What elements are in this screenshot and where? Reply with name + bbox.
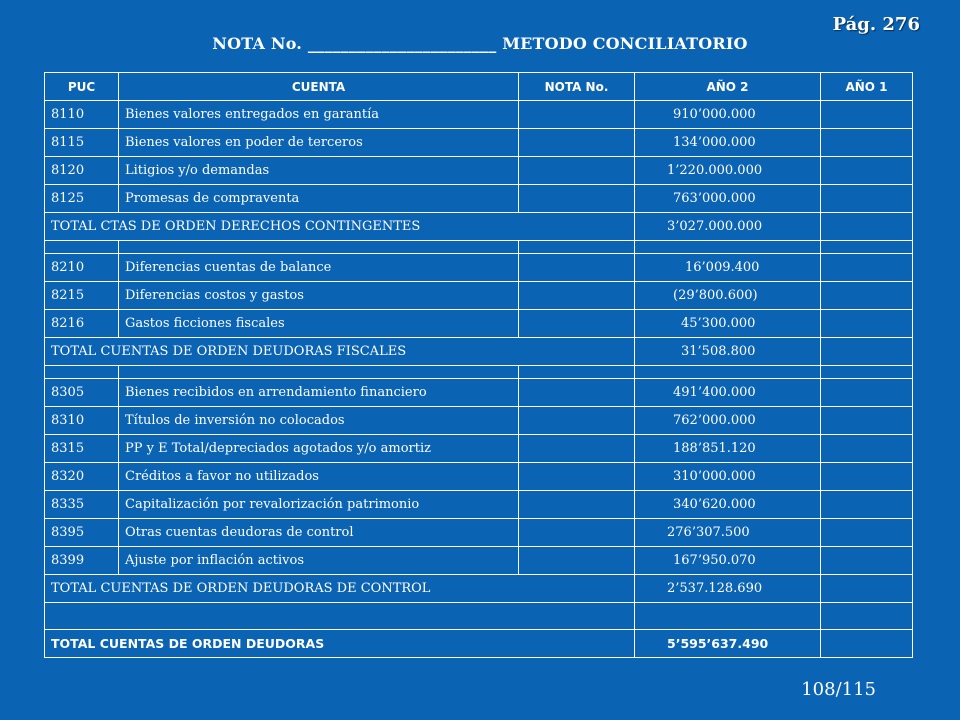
table-row [45, 185, 913, 213]
cuenta-cell: Bienes recibidos en arrendamiento financiero [119, 379, 519, 407]
table-row [45, 157, 913, 185]
ano2-cell: 1’220.000.000 [635, 157, 821, 185]
table-row [45, 129, 913, 157]
page-number-label: Pág. 276 [832, 14, 920, 35]
nota-cell [519, 101, 635, 129]
subtotal-row [45, 575, 913, 603]
cuenta-cell: Gastos ficciones fiscales [119, 310, 519, 338]
puc-cell: 8310 [45, 407, 119, 435]
subtotal-ano2: 31’508.800 [635, 338, 821, 366]
table-row [45, 254, 913, 282]
nota-cell [519, 129, 635, 157]
puc-cell: 8215 [45, 282, 119, 310]
ano2-cell: 762’000.000 [635, 407, 821, 435]
ano2-cell: 340’620.000 [635, 491, 821, 519]
puc-cell: 8110 [45, 101, 119, 129]
ano2-cell: 16’009.400 [635, 254, 821, 282]
subtotal-ano2: 2’537.128.690 [635, 575, 821, 603]
table-row [45, 407, 913, 435]
ano2-cell: 188’851.120 [635, 435, 821, 463]
table-row [45, 379, 913, 407]
ano1-cell [821, 463, 913, 491]
ano2-cell: (29’800.600) [635, 282, 821, 310]
ano1-cell [821, 101, 913, 129]
subtotal-label: TOTAL CUENTAS DE ORDEN DEUDORAS DE CONTROL [45, 575, 635, 603]
subtotal-ano2: 3’027.000.000 [635, 213, 821, 241]
table-row [45, 547, 913, 575]
ano1-cell [821, 547, 913, 575]
header-cuenta: CUENTA [119, 73, 519, 101]
nota-cell [519, 254, 635, 282]
slide-counter: 108/115 [801, 679, 876, 700]
spacer-row [45, 366, 913, 379]
nota-cell [519, 435, 635, 463]
puc-cell: 8125 [45, 185, 119, 213]
table-row [45, 519, 913, 547]
nota-cell [519, 547, 635, 575]
page-title: NOTA No. _______________________ METODO CONCILIATORIO [212, 34, 748, 53]
table-row [45, 101, 913, 129]
cuenta-cell: Bienes valores entregados en garantía [119, 101, 519, 129]
cuenta-cell: Créditos a favor no utilizados [119, 463, 519, 491]
cuenta-cell: PP y E Total/depreciados agotados y/o amortiz [119, 435, 519, 463]
subtotal-label: TOTAL CUENTAS DE ORDEN DEUDORAS FISCALES [45, 338, 635, 366]
puc-cell: 8115 [45, 129, 119, 157]
ano1-cell [821, 157, 913, 185]
ano1-cell [821, 379, 913, 407]
ano1-cell [821, 185, 913, 213]
subtotal-ano1 [821, 338, 913, 366]
puc-cell: 8315 [45, 435, 119, 463]
puc-cell: 8395 [45, 519, 119, 547]
table-header-row [45, 73, 913, 101]
cuenta-cell: Diferencias cuentas de balance [119, 254, 519, 282]
table-row [45, 463, 913, 491]
ano1-cell [821, 129, 913, 157]
ano1-cell [821, 407, 913, 435]
spacer-row [45, 603, 913, 630]
table-row [45, 435, 913, 463]
grand-total-ano2: 5’595’637.490 [635, 630, 821, 658]
ano2-cell: 276’307.500 [635, 519, 821, 547]
cuenta-cell: Diferencias costos y gastos [119, 282, 519, 310]
puc-cell: 8320 [45, 463, 119, 491]
nota-cell [519, 519, 635, 547]
nota-cell [519, 310, 635, 338]
spacer-row [45, 241, 913, 254]
grand-total-ano1 [821, 630, 913, 658]
cuenta-cell: Litigios y/o demandas [119, 157, 519, 185]
ano1-cell [821, 254, 913, 282]
nota-cell [519, 282, 635, 310]
table-row [45, 310, 913, 338]
cuenta-cell: Capitalización por revalorización patrimonio [119, 491, 519, 519]
subtotal-ano1 [821, 213, 913, 241]
nota-cell [519, 185, 635, 213]
puc-cell: 8305 [45, 379, 119, 407]
puc-cell: 8120 [45, 157, 119, 185]
accounts-table [44, 72, 913, 658]
subtotal-label: TOTAL CTAS DE ORDEN DERECHOS CONTINGENTES [45, 213, 635, 241]
ano1-cell [821, 435, 913, 463]
cuenta-cell: Otras cuentas deudoras de control [119, 519, 519, 547]
header-ano1: AÑO 1 [821, 73, 913, 101]
ano1-cell [821, 282, 913, 310]
cuenta-cell: Bienes valores en poder de terceros [119, 129, 519, 157]
ano1-cell [821, 491, 913, 519]
ano2-cell: 910’000.000 [635, 101, 821, 129]
cuenta-cell: Ajuste por inflación activos [119, 547, 519, 575]
ano1-cell [821, 519, 913, 547]
header-ano2: AÑO 2 [635, 73, 821, 101]
table-row [45, 491, 913, 519]
ano2-cell: 167’950.070 [635, 547, 821, 575]
puc-cell: 8216 [45, 310, 119, 338]
table-row [45, 282, 913, 310]
nota-cell [519, 491, 635, 519]
ano2-cell: 134’000.000 [635, 129, 821, 157]
grand-total-row [45, 630, 913, 658]
ano2-cell: 763’000.000 [635, 185, 821, 213]
header-nota: NOTA No. [519, 73, 635, 101]
puc-cell: 8399 [45, 547, 119, 575]
ano1-cell [821, 310, 913, 338]
subtotal-row [45, 213, 913, 241]
nota-cell [519, 157, 635, 185]
grand-total-label: TOTAL CUENTAS DE ORDEN DEUDORAS [45, 630, 635, 658]
subtotal-ano1 [821, 575, 913, 603]
ano2-cell: 491’400.000 [635, 379, 821, 407]
cuenta-cell: Títulos de inversión no colocados [119, 407, 519, 435]
nota-cell [519, 379, 635, 407]
ano2-cell: 45’300.000 [635, 310, 821, 338]
cuenta-cell: Promesas de compraventa [119, 185, 519, 213]
nota-cell [519, 407, 635, 435]
header-puc: PUC [45, 73, 119, 101]
ano2-cell: 310’000.000 [635, 463, 821, 491]
nota-cell [519, 463, 635, 491]
subtotal-row [45, 338, 913, 366]
puc-cell: 8210 [45, 254, 119, 282]
puc-cell: 8335 [45, 491, 119, 519]
